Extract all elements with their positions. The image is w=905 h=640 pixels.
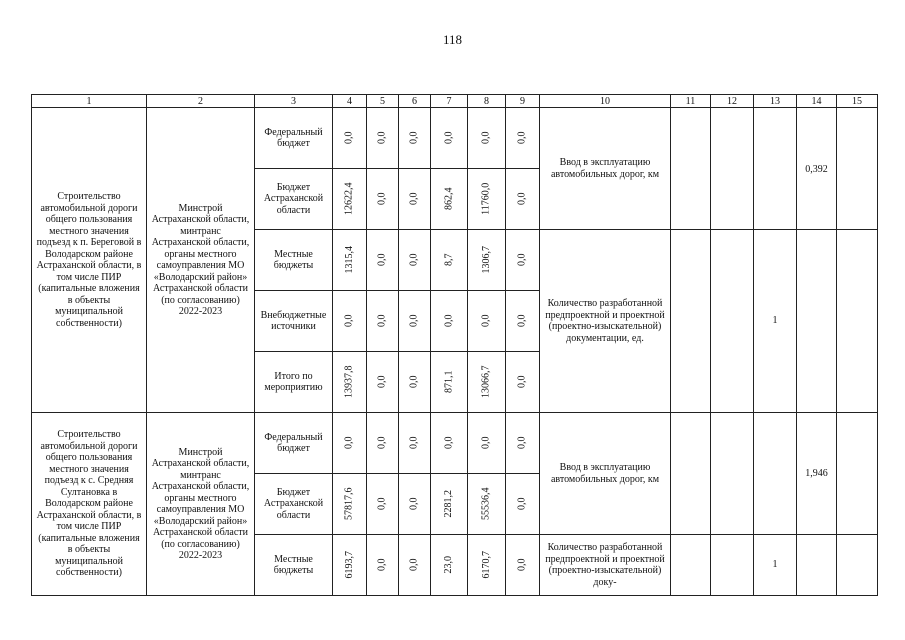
empty-cell	[837, 535, 878, 596]
value-cell: 0,0	[399, 108, 431, 169]
value-cell: 57817,6	[333, 474, 367, 535]
value-cell: 0,0	[468, 413, 506, 474]
header-cell: 3	[255, 95, 333, 108]
funding-source: Бюджет Астраханской области	[255, 474, 333, 535]
value-cell: 0,0	[431, 108, 468, 169]
value-cell: 13937,8	[333, 352, 367, 413]
empty-cell	[671, 108, 711, 230]
header-cell: 7	[431, 95, 468, 108]
value-cell: 0,0	[367, 291, 399, 352]
table-row	[32, 108, 878, 169]
value-cell: 0,0	[506, 352, 540, 413]
value-cell: 0,0	[367, 474, 399, 535]
value-cell: 0,0	[506, 169, 540, 230]
indicator: Количество разработанной предпроектной и проектной (проектно-изыскательной) доку-	[540, 535, 671, 596]
header-cell: 2	[147, 95, 255, 108]
value-cell: 0,0	[506, 413, 540, 474]
value-cell: 2281,2	[431, 474, 468, 535]
value-cell: 0,0	[399, 352, 431, 413]
empty-cell	[754, 413, 797, 535]
header-cell: 15	[837, 95, 878, 108]
empty-cell	[671, 535, 711, 596]
value-cell: 871,1	[431, 352, 468, 413]
table-row	[32, 413, 878, 474]
budget-table	[31, 94, 878, 596]
object-name: Строительство автомобильной дороги общего пользования местного значения подъезд к с. Средняя Султановка в Володарском районе Астраханской области, в том числе ПИР (капитальные вложения в объекты муниципальной собственности)	[32, 413, 147, 596]
header-cell: 8	[468, 95, 506, 108]
empty-cell	[671, 413, 711, 535]
object-name: Строительство автомобильной дороги общего пользования местного значения подъезд к п. Береговой в Володарском районе Астраханской области, в том числе ПИР (капитальные вложения в объекты муниципальной собственности)	[32, 108, 147, 413]
value-cell: 0,0	[506, 535, 540, 596]
indicator: Ввод в эксплуатацию автомобильных дорог, км	[540, 413, 671, 535]
value-cell: 1306,7	[468, 230, 506, 291]
empty-cell	[797, 230, 837, 413]
indicator-value: 1	[754, 230, 797, 413]
header-cell: 13	[754, 95, 797, 108]
page-number: 118	[442, 32, 463, 47]
funding-source: Федеральный бюджет	[255, 108, 333, 169]
header-cell: 10	[540, 95, 671, 108]
value-cell: 0,0	[506, 474, 540, 535]
value-cell: 0,0	[333, 413, 367, 474]
empty-cell	[837, 108, 878, 230]
funding-source: Внебюджетные источники	[255, 291, 333, 352]
funding-source: Местные бюджеты	[255, 535, 333, 596]
value-cell: 1315,4	[333, 230, 367, 291]
indicator: Количество разработанной предпроектной и проектной (проектно-изыскательной) документации, ед.	[540, 230, 671, 413]
value-cell: 0,0	[367, 413, 399, 474]
indicator-value: 0,392	[797, 108, 837, 230]
value-cell: 0,0	[399, 413, 431, 474]
empty-cell	[754, 108, 797, 230]
header-cell: 5	[367, 95, 399, 108]
empty-cell	[837, 413, 878, 535]
header-cell: 12	[711, 95, 754, 108]
value-cell: 0,0	[367, 535, 399, 596]
value-cell: 0,0	[399, 169, 431, 230]
value-cell: 8,7	[431, 230, 468, 291]
value-cell: 0,0	[431, 413, 468, 474]
value-cell: 6193,7	[333, 535, 367, 596]
funding-source: Бюджет Астраханской области	[255, 169, 333, 230]
value-cell: 11760,0	[468, 169, 506, 230]
empty-cell	[797, 535, 837, 596]
empty-cell	[671, 230, 711, 413]
value-cell: 12622,4	[333, 169, 367, 230]
value-cell: 0,0	[333, 291, 367, 352]
value-cell: 0,0	[399, 230, 431, 291]
empty-cell	[711, 230, 754, 413]
value-cell: 0,0	[333, 108, 367, 169]
header-cell: 14	[797, 95, 837, 108]
indicator-value: 1,946	[797, 413, 837, 535]
executor: Минстрой Астраханской области, минтранс Астраханской области, органы местного самоуправления МО «Володарский район» Астраханской области (по согласованию) 2022-2023	[147, 413, 255, 596]
empty-cell	[837, 230, 878, 413]
value-cell: 0,0	[367, 230, 399, 291]
value-cell: 6170,7	[468, 535, 506, 596]
value-cell: 0,0	[506, 291, 540, 352]
value-cell: 0,0	[506, 230, 540, 291]
value-cell: 0,0	[431, 291, 468, 352]
value-cell: 0,0	[367, 352, 399, 413]
header-cell: 1	[32, 95, 147, 108]
value-cell: 0,0	[367, 108, 399, 169]
value-cell: 0,0	[506, 108, 540, 169]
value-cell: 0,0	[399, 535, 431, 596]
value-cell: 0,0	[399, 474, 431, 535]
funding-source: Федеральный бюджет	[255, 413, 333, 474]
executor: Минстрой Астраханской области, минтранс Астраханской области, органы местного самоуправления МО «Володарский район» Астраханской области (по согласованию) 2022-2023	[147, 108, 255, 413]
value-cell: 0,0	[367, 169, 399, 230]
value-cell: 0,0	[468, 291, 506, 352]
header-cell: 9	[506, 95, 540, 108]
funding-source: Итого по мероприятию	[255, 352, 333, 413]
value-cell: 0,0	[468, 108, 506, 169]
value-cell: 13066,7	[468, 352, 506, 413]
value-cell: 0,0	[399, 291, 431, 352]
empty-cell	[711, 535, 754, 596]
header-row	[32, 95, 878, 108]
value-cell: 55536,4	[468, 474, 506, 535]
empty-cell	[711, 108, 754, 230]
value-cell: 23,0	[431, 535, 468, 596]
indicator: Ввод в эксплуатацию автомобильных дорог, км	[540, 108, 671, 230]
value-cell: 862,4	[431, 169, 468, 230]
funding-source: Местные бюджеты	[255, 230, 333, 291]
header-cell: 4	[333, 95, 367, 108]
empty-cell	[711, 413, 754, 535]
header-cell: 11	[671, 95, 711, 108]
header-cell: 6	[399, 95, 431, 108]
indicator-value: 1	[754, 535, 797, 596]
